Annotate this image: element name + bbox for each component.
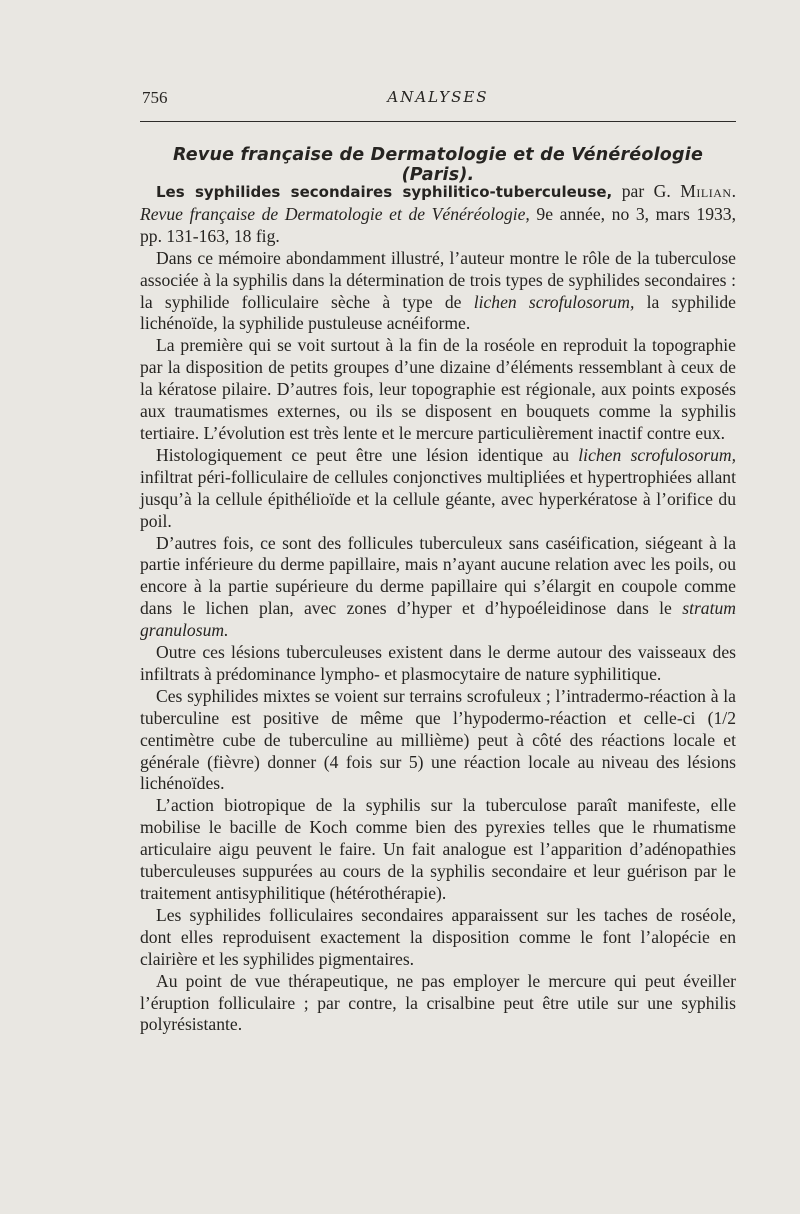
paragraph-4 (140, 533, 736, 643)
paragraph-5: Outre ces lésions tuberculeuses existent dans le derme autour des vaisseaux des infiltrats à prédominance lympho- et plasmocytaire de nature syphilitique. (140, 642, 736, 684)
author-name: Milian (680, 181, 732, 201)
article-body (140, 181, 736, 1036)
article-title: Les syphilides secondaires syphilitico-tuberculeuse, (156, 183, 613, 201)
paragraph-text: D’autres fois, ce sont des follicules tuberculeux sans caséification, siégeant à la partie inférieure du derme papillaire, mais n’ayant aucune relation avec les poils, ou encore à la partie supérieure du derme papillaire qui s’élargit en coupole comme dans le lichen plan, avec zones d’hyper et d’hypoéleidinose dans le (140, 532, 736, 619)
citation-sep: . (731, 181, 736, 201)
paragraph-text: infiltrat péri-folliculaire de cellules conjonctives multipliées et hypertrophiées allant jusqu’à la cellule épithélioïde et la cellule géante, avec hyperkératose à l’orifice du poil. (140, 466, 736, 531)
citation (140, 181, 736, 248)
paragraph-6: Ces syphilides mixtes se voient sur terrains scrofuleux ; l’intradermo-réaction à la tuberculine est positive de même que l’hypodermo-réaction et celle-ci (1/2 centimètre cube de tuberculine au millième) peut à côté des réactions locale et générale (fièvre) donner (4 fois sur 5) une réaction locale au niveau des lésions lichénoïdes. (140, 685, 736, 794)
paragraph-9: Au point de vue thérapeutique, ne pas employer le mercure qui peut éveiller l’éruption folliculaire ; par contre, la crisalbine peut être utile sur une syphilis polyrésistante. (140, 970, 736, 1035)
italic-term: lichen scrofulosorum, (578, 444, 736, 465)
citation-details: 9e année, no 3, mars 1933, pp. 131-163, 18 fig. (140, 203, 736, 246)
paragraph-2: La première qui se voit surtout à la fin de la roséole en reproduit la topographie par la disposition de petits groupes d’une dizaine d’éléments ressemblant à ceux de la kératose pilaire. D’autres fois, leur topographie est régionale, aux points exposés aux traumatismes externes, ou ils se disposent en bouquets comme la syphilis tertiaire. L’évolution est très lente et le mercure particulièrement inactif contre eux. (140, 335, 736, 443)
paragraph-1 (140, 248, 736, 336)
paragraph-text: Dans ce mémoire abondamment illustré, l’auteur montre le rôle de la tuberculose associée à la syphilis dans la détermination de trois types de syphilides secondaires : la syphilide folliculaire sèche à type de (140, 247, 736, 312)
page-header (140, 88, 736, 112)
paragraph-3 (140, 445, 736, 533)
paragraph-8: Les syphilides folliculaires secondaires apparaissent sur les taches de roséole, dont elles reproduisent exactement la disposition comme le font l’alopécie en clairière et les syphilides pigmentaires. (140, 904, 736, 969)
page-number: 756 (142, 88, 168, 107)
paragraph-7: L’action biotropique de la syphilis sur la tuberculose paraît manifeste, elle mobilise le bacille de Koch comme bien des pyrexies telles que le rhumatisme articulaire aigu peuvent le faire. Un fait analogue est l’apparition d’adénopathies tuberculeuses suppurées au cours de la syphilis secondaire et leur guérison par le traitement antisyphilitique (hétérothérapie). (140, 795, 736, 903)
paragraph-text: Histologiquement ce peut être une lésion identique au (156, 444, 579, 465)
journal-reference: Revue française de Dermatologie et de Vénéréologie, (140, 203, 530, 224)
paragraph-text: la syphilide lichénoïde, la syphilide pustuleuse acnéiforme. (140, 291, 736, 334)
citation-by: par G. (612, 181, 681, 201)
italic-term: stratum granulosum. (140, 598, 736, 641)
header-rule (140, 121, 736, 122)
italic-term: lichen scrofulosorum, (473, 291, 635, 312)
running-head: ANALYSES (387, 88, 489, 106)
journal-title: Revue française de Dermatologie et de Vénéréologie (Paris). (172, 145, 704, 185)
